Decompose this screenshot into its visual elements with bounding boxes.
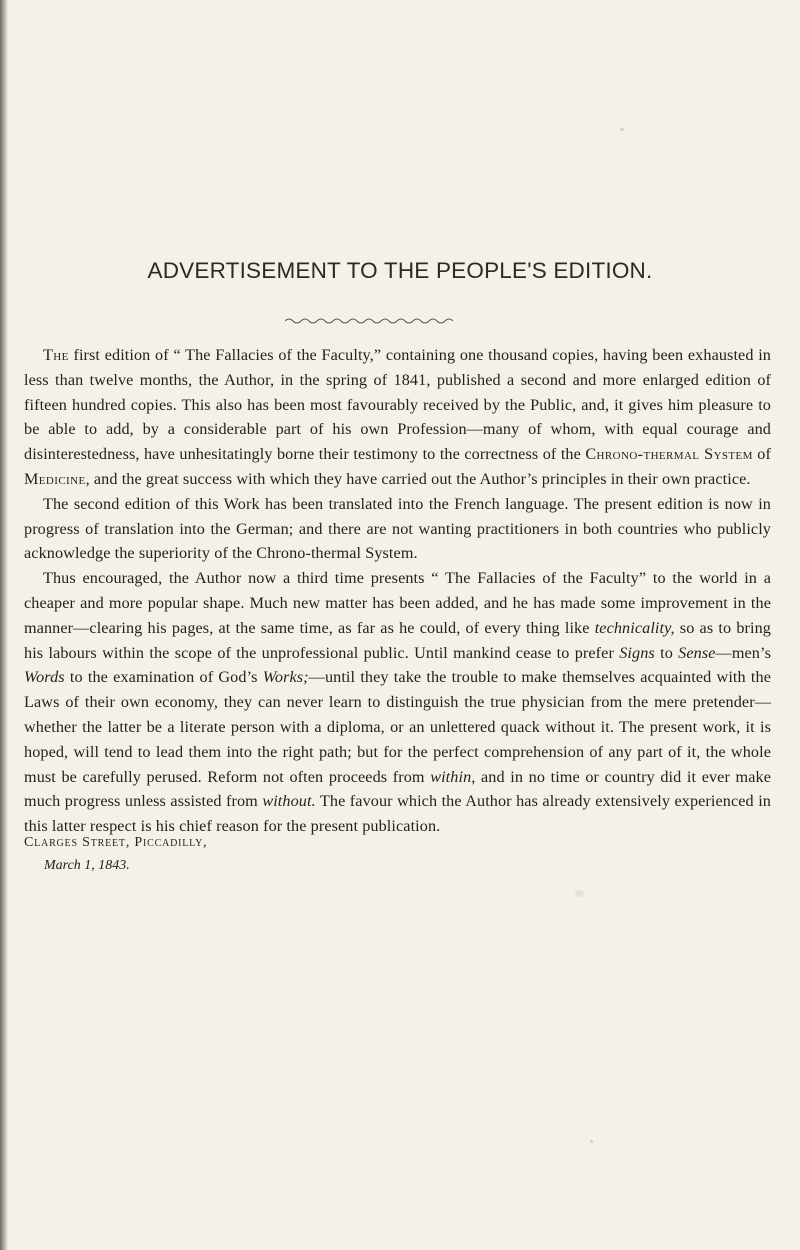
paragraph-text: first edition of “ The Fallacies of the Faculty,” containing one thousand copies, having been exhausted in less than twelve months, the Author, in the spring of 1841, published a second and more enlarged edition of fifteen hundred copies. This also has been most favourably received by the Public, and, it gives him pleasure to be able to add, by a considerable part of his own Profession—many of whom, with equal courage and disinterestedness, have unhesitatingly borne their testimony to the correctness of the — [24, 346, 771, 464]
italic-within: within, — [430, 767, 476, 786]
italic-sense: Sense — [678, 643, 716, 662]
paragraph-text: so as to bring his labours within the scope of the unprofessional public. Until mankind cease to prefer — [24, 618, 771, 662]
paper-speck — [575, 890, 584, 897]
signature-date — [24, 854, 207, 877]
signature-date-text: March 1, 1843. — [44, 858, 130, 873]
system-name: Chrono-thermal System — [585, 445, 753, 464]
italic-signs: Signs — [619, 643, 655, 662]
italic-technicality: technicality, — [594, 618, 675, 637]
paragraph-2: The second edition of this Work has been translated into the French language. The present edition is now in progress of translation into the German; and there are not wanting practitioners in both countries who publicly acknowledge the superiority of the Chrono-thermal System. — [24, 494, 771, 563]
paragraph-text: Thus encouraged, the Author now a third time presents “ The Fallacies of the Faculty” to the world in a cheaper and more popular shape. Much new matter has been added, and he has made some improvement in the manner—clearing his pages, at the same time, as far as he could, of every thing like — [24, 569, 771, 637]
small-caps-lead: The — [43, 346, 69, 364]
medicine-word: Medicine — [24, 469, 86, 488]
paper-speck — [620, 128, 624, 131]
wavy-rule-ornament — [285, 316, 455, 326]
paragraph-text: to — [654, 643, 679, 662]
italic-words: Words — [24, 668, 65, 687]
italic-without: without. — [262, 792, 316, 811]
paragraph-3 — [24, 566, 771, 839]
paragraph-text: to the examination of God’s — [64, 668, 263, 687]
advertisement-body — [24, 343, 771, 839]
paragraph-text: —until they take the trouble to make themselves acquainted with the Laws of their own economy, they can never learn to distinguish the true physician from the mere pretender—whether the latter be a literate person with a diploma, or an unlettered quack without it. The present work, it is hoped, will tend to lead them into the right path; but for the perfect comprehension of any part of it, the whole must be carefully perused. Reform not often proceeds from — [24, 668, 771, 786]
paragraph-text: and in no time or country did it ever make much progress unless assisted from — [24, 767, 771, 811]
signature-place: Clarges Street, Piccadilly, — [24, 835, 208, 850]
paragraph-text: —men’s — [715, 643, 771, 662]
paragraph-text: of — [752, 445, 771, 464]
paragraph-1 — [24, 343, 771, 492]
paper-speck — [590, 1140, 593, 1143]
page-title: ADVERTISEMENT TO THE PEOPLE'S EDITION. — [147, 258, 653, 283]
paragraph-text: , and the great success with which they have carried out the Author’s principles in their own practice. — [85, 469, 751, 488]
paragraph-text: The favour which the Author has already extensively experienced in this latter respect is his chief reason for the present publication. — [24, 792, 771, 836]
italic-works: Works; — [262, 668, 309, 687]
page-spine-shadow — [0, 0, 8, 1250]
signature-block — [24, 831, 207, 877]
